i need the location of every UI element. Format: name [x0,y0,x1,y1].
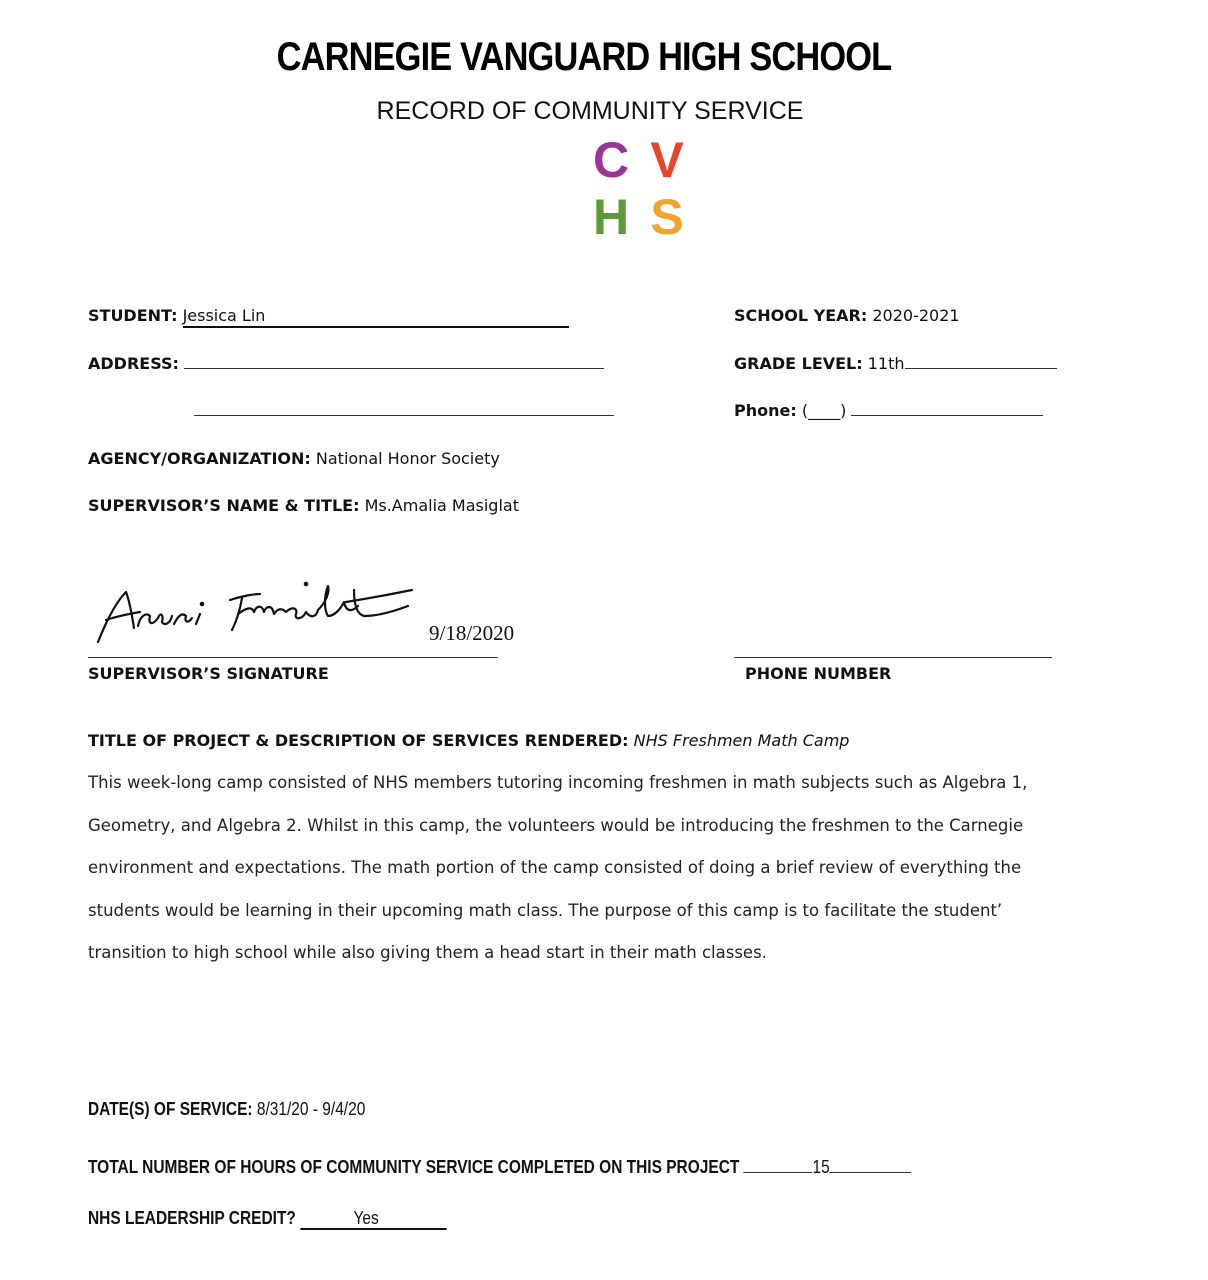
grade-level-value: 11th [867,354,905,373]
agency-field [88,449,500,469]
project-field [88,731,849,751]
school-year-label: SCHOOL YEAR: [734,306,868,325]
description-line: students would be learning in their upcoming math class. The purpose of this camp is to facilitate the student’ [88,900,1003,920]
signature-label: SUPERVISOR’S SIGNATURE [88,664,329,683]
supervisor-signature-image [92,572,422,648]
supervisor-label: SUPERVISOR’S NAME & TITLE: [88,496,360,515]
leadership-credit-value: Yes [353,1208,379,1228]
description-line: transition to high school while also giving them a head start in their math classes. [88,943,767,962]
address-line-2-wrap [194,401,614,421]
student-field [88,306,569,328]
project-label: TITLE OF PROJECT & DESCRIPTION OF SERVICES RENDERED: [88,731,629,750]
cvhs-logo [583,132,695,246]
school-year-value: 2020-2021 [872,306,960,325]
supervisor-field [88,496,519,516]
description-line: This week-long camp consisted of NHS members tutoring incoming freshmen in math subjects such as Algebra 1, [88,773,1028,792]
school-year-field [734,306,960,326]
phone-label: Phone: [734,401,797,420]
phone-number-line[interactable] [734,657,1052,658]
student-input[interactable] [183,306,569,328]
address-line-1[interactable] [184,354,604,369]
phone-area-code[interactable]: (____) [801,401,847,420]
description-line: environment and expectations. The math portion of the camp consisted of doing a brief review of everything the [88,858,1022,877]
dates-of-service-label: DATE(S) OF SERVICE: [88,1099,253,1119]
grade-level-label: GRADE LEVEL: [734,354,863,373]
leadership-credit-input[interactable] [300,1208,446,1230]
total-hours-line-right [830,1158,912,1173]
form-title: RECORD OF COMMUNITY SERVICE [376,97,804,125]
phone-field [734,401,1043,421]
total-hours-field [88,1157,911,1177]
agency-label: AGENCY/ORGANIZATION: [88,449,311,468]
address-line-2[interactable] [194,401,614,416]
phone-line[interactable] [851,401,1043,416]
student-value: Jessica Lin [182,306,266,325]
grade-level-field [734,354,1057,374]
project-description [88,762,1048,975]
school-name: CARNEGIE VANGUARD HIGH SCHOOL [276,35,892,79]
project-title: NHS Freshmen Math Camp [633,731,850,750]
student-label: STUDENT: [88,306,178,325]
phone-number-label: PHONE NUMBER [745,664,892,683]
address-label: ADDRESS: [88,354,179,373]
leadership-credit-label: NHS LEADERSHIP CREDIT? [88,1208,296,1228]
address-field [88,354,604,374]
logo-letter-h: H [592,189,630,245]
dates-of-service-value: 8/31/20 - 9/4/20 [256,1099,366,1119]
total-hours-label: TOTAL NUMBER OF HOURS OF COMMUNITY SERVICE COMPLETED ON THIS PROJECT [88,1157,740,1177]
total-hours-value[interactable]: 15 [812,1157,830,1177]
signature-date: 9/18/2020 [429,621,515,645]
logo-letter-v: V [650,132,684,188]
grade-level-line[interactable] [905,354,1057,369]
leadership-credit-field [88,1208,446,1230]
description-line: Geometry, and Algebra 2. Whilst in this camp, the volunteers would be introducing the freshmen to the Carnegie [88,815,1024,835]
logo-letter-s: S [650,189,684,245]
dates-of-service-field [88,1099,365,1119]
total-hours-line-left [744,1158,813,1173]
logo-letter-c: C [592,132,630,188]
signature-line[interactable] [88,657,498,658]
supervisor-value: Ms.Amalia Masiglat [364,496,519,515]
agency-value: National Honor Society [315,449,500,468]
